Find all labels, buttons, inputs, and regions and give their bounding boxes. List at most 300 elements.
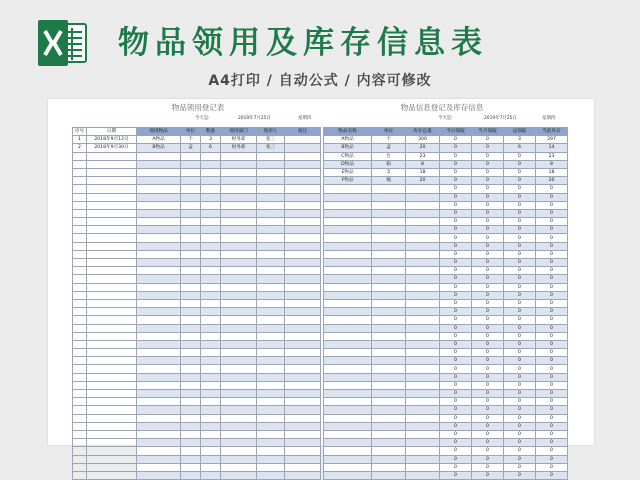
right-cell[interactable]: [406, 398, 440, 406]
right-cell[interactable]: [324, 267, 372, 275]
left-cell[interactable]: [201, 430, 221, 438]
left-cell[interactable]: [137, 226, 181, 234]
right-cell[interactable]: [406, 234, 440, 242]
left-cell[interactable]: [201, 234, 221, 242]
right-cell[interactable]: 0: [536, 349, 568, 357]
right-cell[interactable]: 0: [504, 447, 536, 455]
left-cell[interactable]: [221, 152, 257, 160]
left-cell[interactable]: [181, 218, 201, 226]
right-cell[interactable]: [406, 193, 440, 201]
right-cell[interactable]: [372, 324, 406, 332]
left-cell[interactable]: [285, 299, 321, 307]
left-cell[interactable]: [87, 242, 137, 250]
left-cell[interactable]: [87, 332, 137, 340]
left-cell[interactable]: [181, 250, 201, 258]
right-cell[interactable]: [324, 340, 372, 348]
left-cell[interactable]: [201, 422, 221, 430]
right-cell[interactable]: 0: [440, 430, 472, 438]
left-cell[interactable]: [137, 308, 181, 316]
right-cell[interactable]: 0: [536, 209, 568, 217]
right-cell[interactable]: 桶: [372, 177, 406, 185]
left-cell[interactable]: [137, 365, 181, 373]
left-cell[interactable]: [201, 471, 221, 479]
right-cell[interactable]: 0: [440, 398, 472, 406]
left-cell[interactable]: [87, 152, 137, 160]
left-cell[interactable]: [73, 471, 87, 479]
left-cell[interactable]: [257, 209, 285, 217]
left-cell[interactable]: [221, 471, 257, 479]
right-cell[interactable]: [406, 291, 440, 299]
right-cell[interactable]: 14: [536, 144, 568, 152]
left-cell[interactable]: [137, 390, 181, 398]
left-cell[interactable]: [87, 340, 137, 348]
left-cell[interactable]: [73, 455, 87, 463]
right-cell[interactable]: 0: [472, 373, 504, 381]
right-cell[interactable]: [372, 209, 406, 217]
left-cell[interactable]: [87, 308, 137, 316]
right-cell[interactable]: [406, 471, 440, 479]
right-cell[interactable]: 0: [504, 357, 536, 365]
left-cell[interactable]: [257, 177, 285, 185]
left-cell[interactable]: [181, 365, 201, 373]
left-cell[interactable]: [221, 398, 257, 406]
left-cell[interactable]: [87, 177, 137, 185]
left-cell[interactable]: [221, 463, 257, 471]
right-cell[interactable]: 3: [504, 136, 536, 144]
right-cell[interactable]: [372, 226, 406, 234]
right-column-header[interactable]: 库存总量: [406, 128, 440, 136]
right-column-header[interactable]: 物品名称: [324, 128, 372, 136]
left-cell[interactable]: [201, 185, 221, 193]
right-cell[interactable]: 0: [504, 439, 536, 447]
right-cell[interactable]: [406, 430, 440, 438]
right-cell[interactable]: 0: [472, 291, 504, 299]
left-cell[interactable]: [181, 201, 201, 209]
right-cell[interactable]: D物品: [324, 160, 372, 168]
left-cell[interactable]: [87, 398, 137, 406]
left-cell[interactable]: [257, 381, 285, 389]
left-cell[interactable]: [201, 332, 221, 340]
left-cell[interactable]: [73, 357, 87, 365]
right-cell[interactable]: 0: [536, 471, 568, 479]
left-cell[interactable]: [181, 316, 201, 324]
right-cell[interactable]: [406, 390, 440, 398]
left-cell[interactable]: [285, 201, 321, 209]
right-cell[interactable]: 0: [504, 226, 536, 234]
right-cell[interactable]: 0: [472, 201, 504, 209]
right-cell[interactable]: 0: [440, 168, 472, 176]
right-cell[interactable]: 0: [504, 299, 536, 307]
right-cell[interactable]: 0: [536, 398, 568, 406]
left-cell[interactable]: [87, 209, 137, 217]
left-cell[interactable]: [87, 471, 137, 479]
left-cell[interactable]: [257, 471, 285, 479]
right-cell[interactable]: [406, 365, 440, 373]
left-cell[interactable]: [285, 390, 321, 398]
right-cell[interactable]: 0: [536, 291, 568, 299]
right-cell[interactable]: 0: [472, 357, 504, 365]
right-cell[interactable]: 0: [504, 242, 536, 250]
left-cell[interactable]: [137, 340, 181, 348]
right-cell[interactable]: [324, 242, 372, 250]
right-cell[interactable]: 0: [472, 340, 504, 348]
right-cell[interactable]: 0: [536, 299, 568, 307]
right-cell[interactable]: 0: [536, 267, 568, 275]
left-cell[interactable]: [285, 365, 321, 373]
right-cell[interactable]: 0: [440, 471, 472, 479]
right-cell[interactable]: 0: [504, 201, 536, 209]
left-cell[interactable]: [257, 299, 285, 307]
left-cell[interactable]: [87, 365, 137, 373]
right-cell[interactable]: [372, 259, 406, 267]
right-cell[interactable]: [372, 242, 406, 250]
right-cell[interactable]: [324, 406, 372, 414]
right-cell[interactable]: [372, 406, 406, 414]
right-column-header[interactable]: 单位: [372, 128, 406, 136]
right-cell[interactable]: [372, 365, 406, 373]
left-cell[interactable]: 张三: [257, 144, 285, 152]
right-cell[interactable]: 0: [536, 414, 568, 422]
left-cell[interactable]: [201, 152, 221, 160]
right-cell[interactable]: 0: [504, 291, 536, 299]
right-cell[interactable]: 0: [504, 340, 536, 348]
left-cell[interactable]: [87, 234, 137, 242]
right-cell[interactable]: [372, 357, 406, 365]
right-cell[interactable]: 300: [406, 136, 440, 144]
left-cell[interactable]: [285, 218, 321, 226]
left-cell[interactable]: [257, 242, 285, 250]
right-cell[interactable]: 0: [472, 398, 504, 406]
left-cell[interactable]: [257, 259, 285, 267]
left-column-header[interactable]: 领用人: [257, 128, 285, 136]
right-cell[interactable]: [324, 365, 372, 373]
right-cell[interactable]: 0: [472, 422, 504, 430]
left-cell[interactable]: [73, 177, 87, 185]
left-column-header[interactable]: 单位: [181, 128, 201, 136]
left-cell[interactable]: [221, 160, 257, 168]
left-cell[interactable]: [257, 455, 285, 463]
right-cell[interactable]: 0: [472, 471, 504, 479]
right-cell[interactable]: [372, 193, 406, 201]
left-cell[interactable]: [285, 406, 321, 414]
left-cell[interactable]: [257, 324, 285, 332]
right-cell[interactable]: 0: [536, 340, 568, 348]
left-cell[interactable]: [257, 193, 285, 201]
left-cell[interactable]: [285, 447, 321, 455]
left-cell[interactable]: [285, 414, 321, 422]
right-cell[interactable]: 0: [536, 193, 568, 201]
left-cell[interactable]: [73, 259, 87, 267]
left-cell[interactable]: [221, 168, 257, 176]
left-cell[interactable]: [285, 242, 321, 250]
left-cell[interactable]: [257, 390, 285, 398]
right-cell[interactable]: 0: [472, 209, 504, 217]
left-cell[interactable]: [73, 168, 87, 176]
right-cell[interactable]: 0: [440, 152, 472, 160]
right-cell[interactable]: 0: [440, 365, 472, 373]
left-cell[interactable]: [257, 267, 285, 275]
right-cell[interactable]: [372, 463, 406, 471]
left-cell[interactable]: [201, 398, 221, 406]
right-cell[interactable]: 0: [472, 136, 504, 144]
right-cell[interactable]: 0: [440, 316, 472, 324]
right-cell[interactable]: 0: [536, 324, 568, 332]
left-cell[interactable]: [257, 316, 285, 324]
right-cell[interactable]: 0: [440, 463, 472, 471]
right-cell[interactable]: 0: [536, 430, 568, 438]
left-cell[interactable]: [137, 201, 181, 209]
left-cell[interactable]: [221, 373, 257, 381]
left-cell[interactable]: [221, 242, 257, 250]
right-cell[interactable]: [324, 332, 372, 340]
right-cell[interactable]: 18: [536, 168, 568, 176]
right-cell[interactable]: [406, 422, 440, 430]
right-cell[interactable]: 0: [504, 177, 536, 185]
right-cell[interactable]: [372, 267, 406, 275]
left-cell[interactable]: [221, 185, 257, 193]
left-cell[interactable]: [285, 250, 321, 258]
right-cell[interactable]: 8: [536, 160, 568, 168]
left-cell[interactable]: [221, 316, 257, 324]
right-cell[interactable]: 0: [472, 349, 504, 357]
left-cell[interactable]: [137, 177, 181, 185]
left-cell[interactable]: [181, 463, 201, 471]
left-cell[interactable]: [181, 390, 201, 398]
left-cell[interactable]: 1: [73, 136, 87, 144]
right-cell[interactable]: [324, 275, 372, 283]
left-cell[interactable]: [201, 324, 221, 332]
right-cell[interactable]: [324, 430, 372, 438]
left-cell[interactable]: [201, 209, 221, 217]
left-cell[interactable]: [221, 406, 257, 414]
left-cell[interactable]: [285, 160, 321, 168]
right-cell[interactable]: 0: [472, 144, 504, 152]
right-cell[interactable]: [406, 218, 440, 226]
left-cell[interactable]: [221, 201, 257, 209]
left-column-header[interactable]: 序号: [73, 128, 87, 136]
left-cell[interactable]: [87, 349, 137, 357]
right-cell[interactable]: 0: [504, 463, 536, 471]
left-cell[interactable]: [137, 406, 181, 414]
left-cell[interactable]: [201, 340, 221, 348]
left-cell[interactable]: [73, 414, 87, 422]
right-cell[interactable]: 0: [472, 275, 504, 283]
right-cell[interactable]: 0: [440, 447, 472, 455]
left-cell[interactable]: [257, 308, 285, 316]
left-cell[interactable]: [73, 316, 87, 324]
right-cell[interactable]: 297: [536, 136, 568, 144]
left-cell[interactable]: [87, 316, 137, 324]
right-cell[interactable]: 0: [504, 168, 536, 176]
left-cell[interactable]: [181, 177, 201, 185]
left-column-header[interactable]: 领用部门: [221, 128, 257, 136]
left-cell[interactable]: [201, 414, 221, 422]
left-cell[interactable]: [257, 275, 285, 283]
left-cell[interactable]: [87, 283, 137, 291]
right-cell[interactable]: 0: [440, 267, 472, 275]
left-cell[interactable]: [87, 275, 137, 283]
left-cell[interactable]: [181, 414, 201, 422]
left-cell[interactable]: [201, 308, 221, 316]
right-cell[interactable]: 0: [472, 455, 504, 463]
left-cell[interactable]: [181, 471, 201, 479]
right-cell[interactable]: 0: [504, 332, 536, 340]
left-cell[interactable]: [221, 250, 257, 258]
left-column-header[interactable]: 数量: [201, 128, 221, 136]
left-cell[interactable]: [137, 422, 181, 430]
right-cell[interactable]: 0: [440, 324, 472, 332]
left-cell[interactable]: [285, 185, 321, 193]
left-column-header[interactable]: 备注: [285, 128, 321, 136]
right-cell[interactable]: 0: [472, 381, 504, 389]
left-cell[interactable]: [137, 299, 181, 307]
right-cell[interactable]: 盒: [372, 144, 406, 152]
left-cell[interactable]: [137, 439, 181, 447]
right-cell[interactable]: 0: [440, 218, 472, 226]
left-cell[interactable]: [73, 324, 87, 332]
left-cell[interactable]: 个: [181, 136, 201, 144]
right-cell[interactable]: 0: [504, 283, 536, 291]
right-cell[interactable]: [324, 234, 372, 242]
right-cell[interactable]: 0: [440, 283, 472, 291]
right-cell[interactable]: 8: [406, 160, 440, 168]
left-cell[interactable]: [87, 291, 137, 299]
left-cell[interactable]: [221, 218, 257, 226]
left-cell[interactable]: [181, 430, 201, 438]
right-cell[interactable]: 0: [472, 250, 504, 258]
left-cell[interactable]: [181, 160, 201, 168]
right-cell[interactable]: [406, 340, 440, 348]
right-cell[interactable]: [372, 316, 406, 324]
right-cell[interactable]: [324, 250, 372, 258]
right-cell[interactable]: 0: [504, 316, 536, 324]
left-cell[interactable]: [221, 324, 257, 332]
right-cell[interactable]: 23: [536, 152, 568, 160]
right-cell[interactable]: 20: [406, 177, 440, 185]
left-cell[interactable]: [73, 209, 87, 217]
right-cell[interactable]: 0: [536, 381, 568, 389]
left-cell[interactable]: [181, 381, 201, 389]
left-cell[interactable]: [285, 340, 321, 348]
left-cell[interactable]: [285, 463, 321, 471]
left-cell[interactable]: [257, 201, 285, 209]
left-cell[interactable]: [201, 250, 221, 258]
left-cell[interactable]: [257, 160, 285, 168]
left-cell[interactable]: [73, 447, 87, 455]
right-cell[interactable]: 0: [472, 332, 504, 340]
left-cell[interactable]: [257, 430, 285, 438]
right-cell[interactable]: [372, 349, 406, 357]
left-cell[interactable]: [285, 422, 321, 430]
left-cell[interactable]: [73, 185, 87, 193]
left-cell[interactable]: [201, 177, 221, 185]
left-cell[interactable]: [87, 373, 137, 381]
left-cell[interactable]: [137, 324, 181, 332]
left-cell[interactable]: [221, 430, 257, 438]
left-cell[interactable]: [285, 439, 321, 447]
right-cell[interactable]: 0: [536, 447, 568, 455]
right-cell[interactable]: 0: [504, 471, 536, 479]
left-cell[interactable]: [181, 340, 201, 348]
left-cell[interactable]: [285, 168, 321, 176]
right-cell[interactable]: 0: [472, 185, 504, 193]
right-cell[interactable]: 0: [472, 242, 504, 250]
right-cell[interactable]: 0: [536, 226, 568, 234]
right-cell[interactable]: [406, 455, 440, 463]
right-cell[interactable]: 0: [536, 463, 568, 471]
right-cell[interactable]: 0: [504, 259, 536, 267]
left-cell[interactable]: [181, 455, 201, 463]
left-cell[interactable]: [221, 390, 257, 398]
right-column-header[interactable]: 总领取: [504, 128, 536, 136]
right-cell[interactable]: 0: [536, 201, 568, 209]
left-cell[interactable]: [181, 193, 201, 201]
left-cell[interactable]: [221, 447, 257, 455]
right-cell[interactable]: 0: [440, 340, 472, 348]
right-cell[interactable]: 0: [440, 259, 472, 267]
left-cell[interactable]: [137, 152, 181, 160]
left-cell[interactable]: [285, 471, 321, 479]
left-cell[interactable]: [137, 316, 181, 324]
left-cell[interactable]: [257, 152, 285, 160]
left-cell[interactable]: [181, 275, 201, 283]
right-cell[interactable]: 23: [406, 152, 440, 160]
left-cell[interactable]: [137, 463, 181, 471]
left-cell[interactable]: 2018年9月30日: [87, 144, 137, 152]
left-cell[interactable]: [285, 209, 321, 217]
right-cell[interactable]: [406, 357, 440, 365]
left-cell[interactable]: [257, 250, 285, 258]
left-cell[interactable]: [73, 340, 87, 348]
right-cell[interactable]: 0: [536, 316, 568, 324]
right-cell[interactable]: 0: [472, 160, 504, 168]
left-cell[interactable]: [201, 226, 221, 234]
right-cell[interactable]: 0: [440, 226, 472, 234]
right-cell[interactable]: 0: [504, 373, 536, 381]
right-cell[interactable]: 0: [440, 332, 472, 340]
left-cell[interactable]: [73, 365, 87, 373]
left-cell[interactable]: [181, 332, 201, 340]
right-cell[interactable]: [372, 373, 406, 381]
right-cell[interactable]: 0: [440, 422, 472, 430]
left-cell[interactable]: [73, 226, 87, 234]
right-cell[interactable]: 0: [472, 226, 504, 234]
right-cell[interactable]: [324, 193, 372, 201]
left-cell[interactable]: [201, 373, 221, 381]
left-cell[interactable]: [285, 455, 321, 463]
right-cell[interactable]: [324, 324, 372, 332]
right-cell[interactable]: 0: [504, 185, 536, 193]
left-cell[interactable]: [73, 390, 87, 398]
right-cell[interactable]: 0: [536, 259, 568, 267]
left-cell[interactable]: [257, 226, 285, 234]
left-cell[interactable]: [137, 209, 181, 217]
right-cell[interactable]: 0: [536, 406, 568, 414]
left-cell[interactable]: [137, 259, 181, 267]
right-column-header[interactable]: 当月领取: [472, 128, 504, 136]
left-cell[interactable]: [87, 439, 137, 447]
left-cell[interactable]: [181, 185, 201, 193]
right-cell[interactable]: 0: [536, 275, 568, 283]
left-cell[interactable]: [285, 349, 321, 357]
right-cell[interactable]: 0: [472, 324, 504, 332]
left-cell[interactable]: [181, 152, 201, 160]
right-cell[interactable]: 0: [536, 234, 568, 242]
right-cell[interactable]: 0: [472, 177, 504, 185]
left-cell[interactable]: [257, 357, 285, 365]
left-cell[interactable]: [73, 152, 87, 160]
left-cell[interactable]: [285, 291, 321, 299]
